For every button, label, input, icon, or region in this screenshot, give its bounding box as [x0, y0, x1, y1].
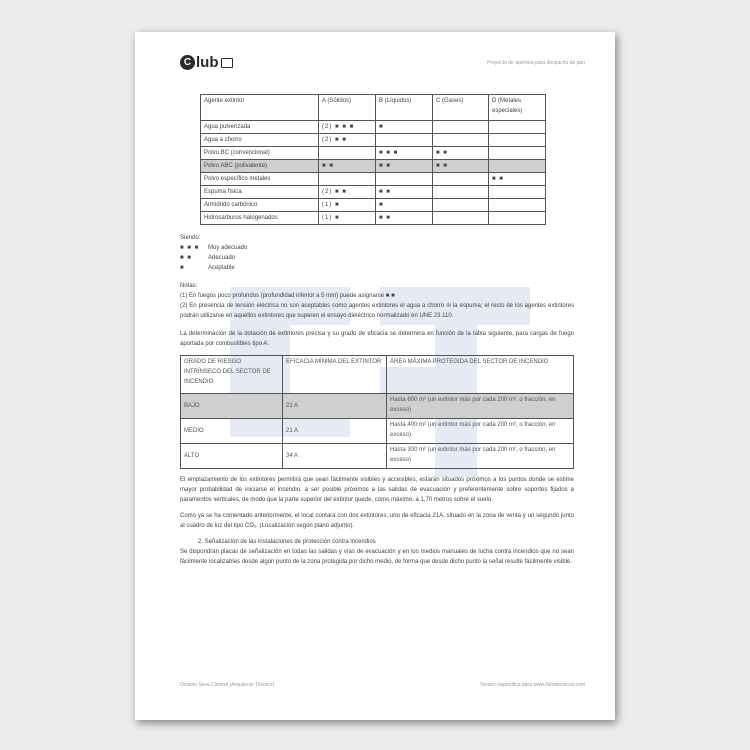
rating-cell	[433, 186, 489, 199]
rating-cell	[433, 173, 489, 186]
risk-grade-table	[180, 355, 574, 469]
risk-grade-cell: BAJO	[181, 394, 283, 419]
rating-cell: (2) ■ ■	[319, 134, 376, 147]
efficacy-cell: 34 A	[283, 444, 387, 469]
note-1: (1) En fuegos poco profundos (profundidad inferior a 5 mm) puede asignarse ■ ■	[180, 293, 395, 299]
col-c: C (Gases)	[433, 95, 489, 121]
col-area: ÁREA MÁXIMA PROTEGIDA DEL SECTOR DE INCENDIO	[387, 356, 574, 394]
paragraph-emplazamiento: El emplazamiento de los extintores permitirá que sean fácilmente visibles y accesibles, estarán situados próximos a los puntos donde se estime mayor probabilidad de iniciarse el incendio, a ser posible próximos a las salidas de evacuación y preferentemente sobre soportes fijados a paramentos verticales, de modo que la parte superior del extintor quede, como máximo, a 1,70 metros sobre el suelo.	[180, 477, 574, 503]
table-row	[181, 444, 574, 469]
legend-squares: ■	[180, 265, 185, 271]
document-content	[180, 94, 574, 567]
col-efficacy: EFICACIA MÍNIMA DEL EXTINTOR	[283, 356, 387, 394]
rating-cell: ■	[376, 121, 433, 134]
rating-cell: (1) ■	[319, 212, 376, 225]
section-2-title: 2. Señalización de las instalaciones de protección contra incendios	[198, 539, 376, 545]
logo-text: lub	[196, 54, 219, 71]
legend	[180, 243, 574, 273]
table-row	[181, 394, 574, 419]
table-row	[201, 199, 546, 212]
legend-item	[180, 243, 574, 253]
rating-cell	[489, 186, 546, 199]
area-cell: Hasta 400 m² (un extintor más por cada 200 m², o fracción, en exceso)	[387, 419, 574, 444]
table-row	[201, 147, 546, 160]
area-cell: Hasta 600 m² (un extintor más por cada 200 m², o fracción, en exceso)	[387, 394, 574, 419]
header-title: Proyecto de apertura para despacho de pan	[487, 60, 585, 66]
rating-cell	[489, 160, 546, 173]
efficacy-cell: 21 A	[283, 419, 387, 444]
agent-name-cell: Agua pulverizada	[201, 121, 319, 134]
legend-squares: ■ ■	[180, 255, 192, 261]
page-header	[180, 52, 585, 76]
table-row	[201, 160, 546, 173]
rating-cell	[489, 121, 546, 134]
table-row	[201, 186, 546, 199]
col-d: D (Metales especiales)	[489, 95, 546, 121]
footer-version: Versión específica para www.fichatecnicos.com	[479, 682, 585, 688]
area-cell: Hasta 300 m² (un extintor más por cada 200 m², o fracción, en exceso)	[387, 444, 574, 469]
rating-cell	[433, 212, 489, 225]
rating-cell	[376, 173, 433, 186]
agent-name-cell: Espuma física	[201, 186, 319, 199]
table-row	[181, 419, 574, 444]
agent-name-cell: Hidrocarburos halogenados	[201, 212, 319, 225]
paragraph-senalizacion: Se dispondrán placas de señalización en todas las salidas y vías de evacuación y en los medios manuales de lucha contra incendios que no sean fácilmente localizables desde algún punto de la zona protegida por dicho medio, de forma que desde dicho punto la señal resulte fácilmente visible.	[180, 549, 574, 565]
agent-name-cell: Polvo ABC (polivalente)	[201, 160, 319, 173]
col-agent: Agente extintor	[201, 95, 319, 121]
document-page	[135, 32, 615, 720]
rating-cell	[433, 121, 489, 134]
paragraph-local: Como ya se ha comentado anteriormente, el local contara con dos extintores, uno de eficacia 21A, situado en la zona de venta y un segundo junto al cuadro de luz del tipo CO₂. (Localización según plano adjunto).	[180, 513, 574, 529]
extinguisher-agent-table	[200, 94, 546, 225]
page-footer	[180, 682, 585, 692]
footer-author: Octavio Seva Climent (Arquitecto Técnico)	[180, 682, 275, 688]
paragraph-dotacion: La determinación de la dotación de extintores precisa y su grado de eficacia se determina en función de la tabla siguiente, para cargas de fuego aportada por combustibles tipo A:	[180, 331, 574, 347]
rating-cell	[433, 134, 489, 147]
logo-c-mark: C	[180, 55, 195, 70]
note-2: (2) En presencia de tensión eléctrica no son aceptables como agentes extintores el agua a chorro ni la espuma; el resto de los agentes extintores podrán utilizarse en aquellos extintores que superen el ensayo dieléctrico normalizado en UNE 23.110.	[180, 303, 574, 319]
agent-name-cell: Polvo específico metales	[201, 173, 319, 186]
agent-name-cell: Anhídrido carbónico	[201, 199, 319, 212]
rating-cell	[319, 173, 376, 186]
table-row	[201, 121, 546, 134]
rating-cell	[489, 212, 546, 225]
legend-item	[180, 263, 574, 273]
risk-grade-cell: ALTO	[181, 444, 283, 469]
rating-cell: ■ ■	[376, 212, 433, 225]
rating-cell: ■ ■ ■	[376, 147, 433, 160]
rating-cell: ■ ■	[489, 173, 546, 186]
rating-cell: (2) ■ ■ ■	[319, 121, 376, 134]
notes-title: Notas:	[180, 283, 198, 289]
rating-cell	[319, 147, 376, 160]
rating-cell	[433, 199, 489, 212]
rating-cell: ■ ■	[376, 186, 433, 199]
rating-cell: ■ ■	[433, 160, 489, 173]
col-risk: GRADO DE RIESGO INTRÍNSECO DEL SECTOR DE INCENDIO	[181, 356, 283, 394]
agent-name-cell: Agua a chorro	[201, 134, 319, 147]
rating-cell: ■ ■	[433, 147, 489, 160]
logo-box-icon	[221, 58, 233, 68]
rating-cell	[489, 199, 546, 212]
table-row	[201, 134, 546, 147]
rating-cell	[489, 147, 546, 160]
legend-label: Adecuado	[208, 255, 236, 261]
col-a: A (Sólidos)	[319, 95, 376, 121]
col-b: B (Líquidos)	[376, 95, 433, 121]
rating-cell: ■ ■	[319, 160, 376, 173]
rating-cell: ■	[376, 199, 433, 212]
legend-label: Aceptable	[208, 265, 235, 271]
table-header-row	[201, 95, 546, 121]
risk-grade-cell: MEDIO	[181, 419, 283, 444]
rating-cell: (1) ■	[319, 199, 376, 212]
legend-squares: ■ ■ ■	[180, 245, 200, 251]
rating-cell: ■ ■	[376, 160, 433, 173]
legend-label: Muy adecuado	[208, 245, 248, 251]
efficacy-cell: 21 A	[283, 394, 387, 419]
rating-cell: (2) ■ ■	[319, 186, 376, 199]
rating-cell	[376, 134, 433, 147]
agent-name-cell: Polvo BC (convencional)	[201, 147, 319, 160]
table-header-row	[181, 356, 574, 394]
table-row	[201, 212, 546, 225]
legend-item	[180, 253, 574, 263]
legend-intro: Siendo:	[180, 235, 201, 241]
rating-cell	[489, 134, 546, 147]
club-logo	[180, 54, 233, 71]
table-row	[201, 173, 546, 186]
